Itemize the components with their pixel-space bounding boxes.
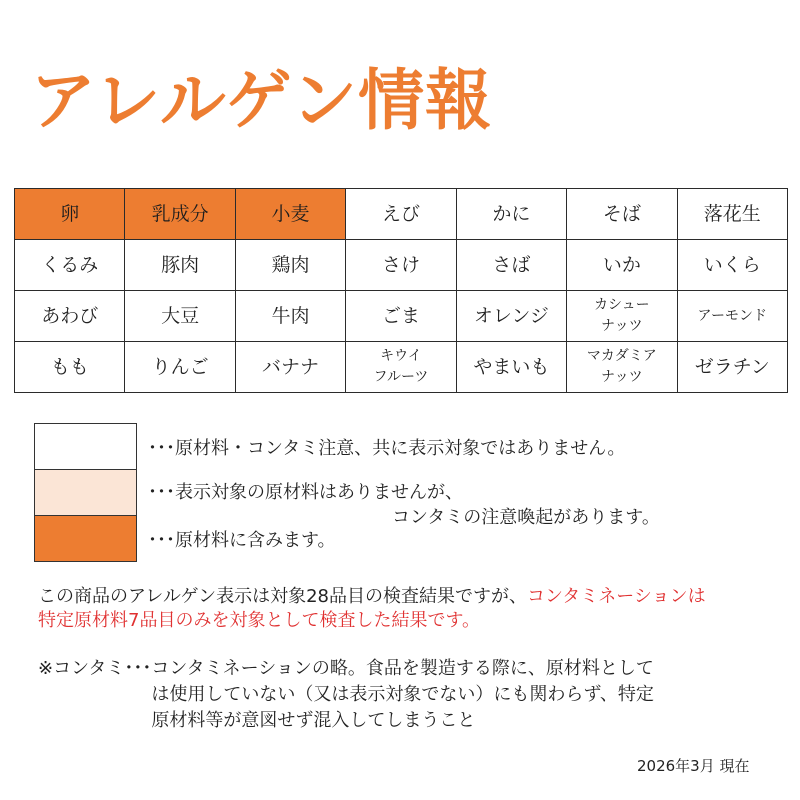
allergen-cell: もも <box>15 342 125 393</box>
allergen-cell: ごま <box>346 291 456 342</box>
allergen-cell: ゼラチン <box>677 342 787 393</box>
allergen-table <box>14 188 788 393</box>
allergen-cell: 小麦 <box>235 189 345 240</box>
page-title: アレルゲン情報 <box>30 62 493 139</box>
definition-line-3: 原材料等が意図せず混入してしまうこと <box>151 710 476 731</box>
allergen-cell: 豚肉 <box>125 240 235 291</box>
allergen-cell: さば <box>456 240 566 291</box>
note-text: この商品のアレルゲン表示は対象28品目の検査結果ですが、 <box>38 586 528 607</box>
allergen-cell: いくら <box>677 240 787 291</box>
definition-term: ※コンタミ･･･ <box>38 658 152 679</box>
legend-swatches <box>34 423 137 562</box>
allergen-cell: そば <box>567 189 677 240</box>
allergen-cell: 鶏肉 <box>235 240 345 291</box>
legend-text-none: ･･･原材料・コンタミ注意、共に表示対象ではありません。 <box>148 438 626 459</box>
allergen-cell: カシュー ナッツ <box>567 291 677 342</box>
legend-text-contains: ･･･原材料に含みます。 <box>148 530 336 551</box>
legend-text-contamination-1: ･･･表示対象の原材料はありませんが、 <box>148 482 463 503</box>
allergen-row <box>15 240 788 291</box>
allergen-row <box>15 189 788 240</box>
test-note <box>38 585 706 633</box>
allergen-cell: オレンジ <box>456 291 566 342</box>
definition-line-1: コンタミネーションの略。食品を製造する際に、原材料として <box>151 658 654 679</box>
allergen-cell: くるみ <box>15 240 125 291</box>
note-highlight-2: 特定原材料7品目のみを対象として検査した結果です。 <box>38 610 481 631</box>
allergen-row <box>15 342 788 393</box>
allergen-cell: 卵 <box>15 189 125 240</box>
contamination-definition <box>38 656 654 734</box>
legend-text-contamination-2: コンタミの注意喚起があります。 <box>392 507 660 528</box>
allergen-cell: 牛肉 <box>235 291 345 342</box>
allergen-cell: やまいも <box>456 342 566 393</box>
allergen-cell: りんご <box>125 342 235 393</box>
note-highlight-1: コンタミネーションは <box>527 586 706 607</box>
allergen-cell: あわび <box>15 291 125 342</box>
definition-line-2: は使用していない（又は表示対象でない）にも関わらず、特定 <box>151 684 654 705</box>
date-stamp: 2026年3月 現在 <box>637 757 750 775</box>
allergen-cell: 大豆 <box>125 291 235 342</box>
allergen-cell: キウイ フルーツ <box>346 342 456 393</box>
allergen-cell: かに <box>456 189 566 240</box>
allergen-cell: アーモンド <box>677 291 787 342</box>
legend-swatch-contains <box>34 515 137 562</box>
allergen-cell: マカダミア ナッツ <box>567 342 677 393</box>
allergen-cell: さけ <box>346 240 456 291</box>
allergen-cell: いか <box>567 240 677 291</box>
allergen-cell: 落花生 <box>677 189 787 240</box>
allergen-cell: 乳成分 <box>125 189 235 240</box>
legend-swatch-none <box>34 423 137 469</box>
allergen-row <box>15 291 788 342</box>
legend-swatch-contamination <box>34 469 137 515</box>
allergen-cell: えび <box>346 189 456 240</box>
allergen-cell: バナナ <box>235 342 345 393</box>
